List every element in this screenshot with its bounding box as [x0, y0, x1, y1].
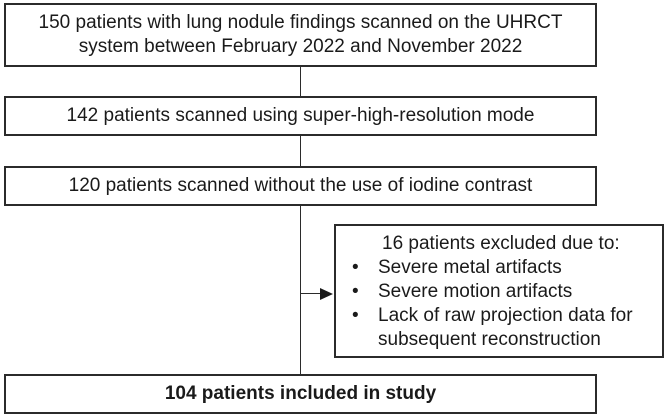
bullet-icon: • [352, 257, 359, 278]
arrow-right-icon [320, 288, 333, 300]
step-text: 142 patients scanned using super-high-resolution mode [66, 105, 535, 126]
step-box-super-high-resolution [4, 96, 597, 136]
exclusion-item [350, 280, 662, 304]
step-text: 120 patients scanned without the use of iodine contrast [68, 175, 533, 196]
exclusion-item-text: Lack of raw projection data for [378, 305, 633, 326]
step-text-line-1: 150 patients with lung nodule findings scanned on the UHRCT [38, 12, 563, 33]
exclusion-box [334, 224, 664, 358]
step-box-final-cohort [4, 374, 597, 414]
step-box-no-contrast [4, 166, 597, 206]
exclusion-item-text: Severe motion artifacts [378, 281, 573, 302]
exclusion-list [350, 256, 662, 352]
exclusion-item [350, 304, 662, 352]
step-text-line-2: system between February 2022 and November 2022 [78, 36, 523, 57]
connector-line-main [300, 206, 301, 374]
exclusion-item-continuation: subsequent reconstruction [378, 329, 601, 350]
branch-line [300, 293, 322, 294]
bullet-icon: • [352, 305, 359, 326]
connector-line [300, 67, 301, 96]
connector-line [300, 136, 301, 166]
bullet-icon: • [352, 281, 359, 302]
step-box-initial-cohort [4, 3, 597, 67]
exclusion-item [350, 256, 662, 280]
exclusion-title: 16 patients excluded due to: [382, 233, 620, 254]
exclusion-item-text: Severe metal artifacts [378, 257, 562, 278]
step-text-final: 104 patients included in study [164, 383, 437, 404]
